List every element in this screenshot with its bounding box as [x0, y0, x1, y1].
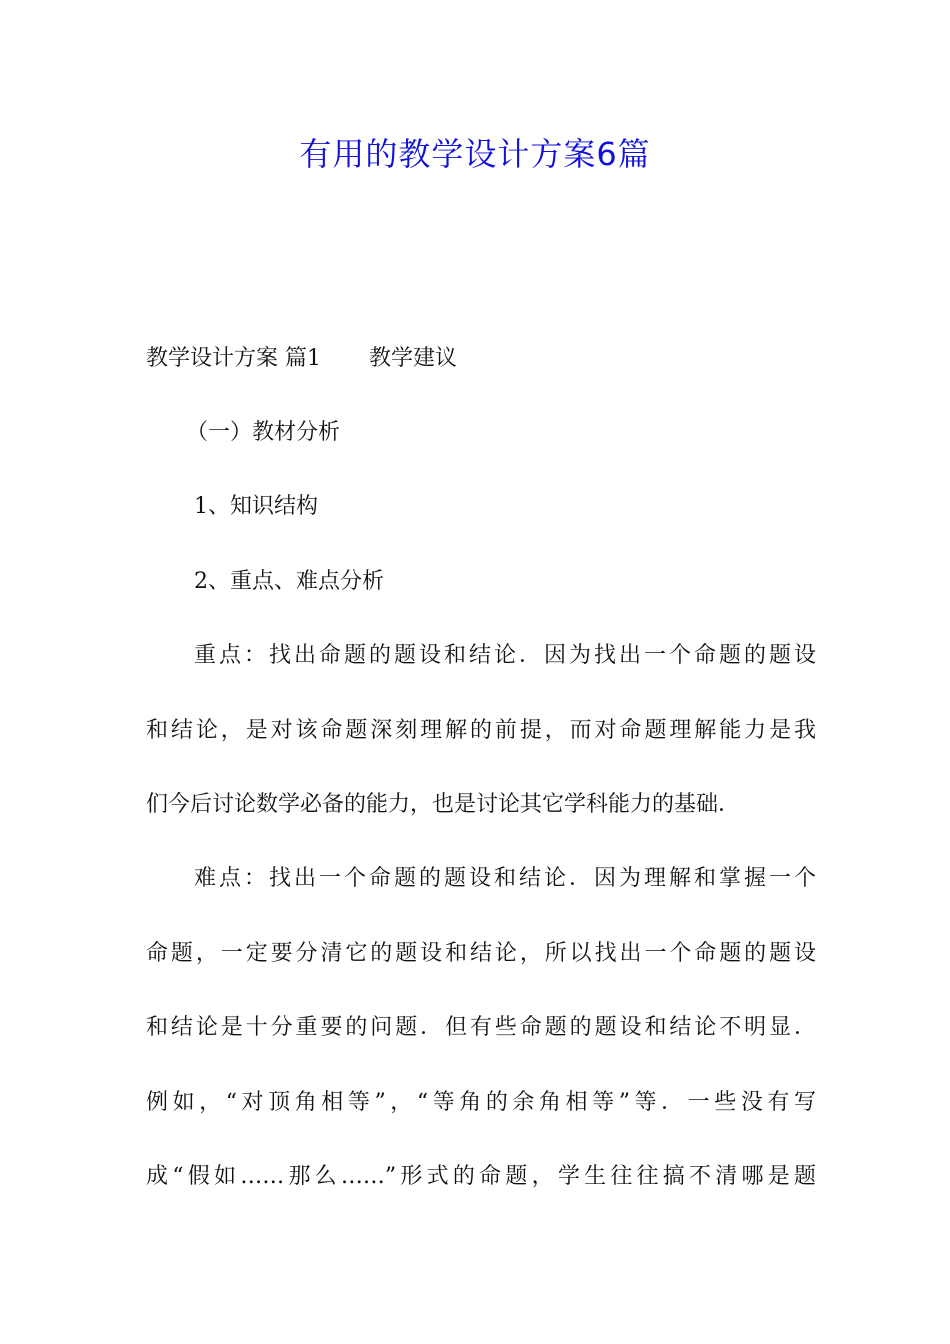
paragraph-1-line-2: 和结论，是对该命题深刻理解的前提，而对命题理解能力是我: [146, 718, 816, 743]
document-title: 有用的教学设计方案6篇: [299, 135, 651, 173]
paragraph-1-line-1: 重点：找出命题的题设和结论．因为找出一个命题的题设: [194, 643, 816, 668]
paragraph-2-line-2: 命题，一定要分清它的题设和结论，所以找出一个命题的题设: [146, 941, 816, 966]
section-heading-line: [146, 344, 816, 374]
list-item-1: 1、知识结构: [194, 494, 318, 519]
section-suffix: 教学建议: [369, 346, 458, 371]
list-item-2: 2、重点、难点分析: [194, 569, 384, 594]
paragraph-1-line-3: 们今后讨论数学必备的能力，也是讨论其它学科能力的基础．: [146, 792, 741, 817]
section-heading: 教学设计方案 篇1: [146, 346, 321, 371]
paragraph-2-line-5: 成“假如……那么……”形式的命题，学生往往搞不清哪是题: [146, 1164, 816, 1189]
paragraph-2-line-4: 例如，“对顶角相等”，“等角的余角相等”等．一些没有写: [146, 1090, 816, 1115]
paragraph-2-line-3: 和结论是十分重要的问题．但有些命题的题设和结论不明显．: [146, 1015, 816, 1040]
subheading: （一）教材分析: [186, 420, 341, 445]
paragraph-2-line-1: 难点：找出一个命题的题设和结论．因为理解和掌握一个: [194, 866, 816, 891]
